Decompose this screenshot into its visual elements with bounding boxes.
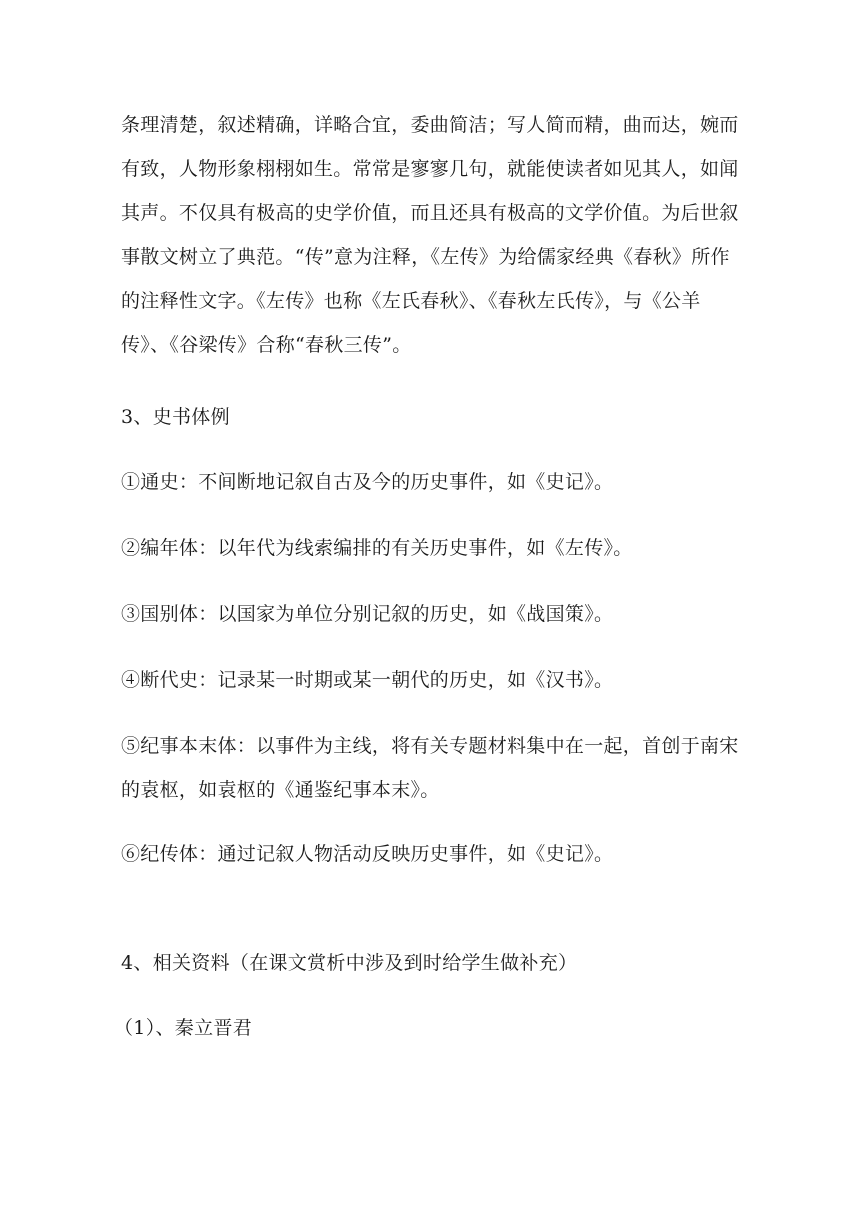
section-4-heading: 4、相关资料（在课文赏析中涉及到时给学生做补充） xyxy=(121,952,578,974)
list-item-duandaishi: ④断代史：记录某一时期或某一朝代的历史，如《汉书》。 xyxy=(121,669,614,691)
subsection-1-heading: （1）、秦立晋君 xyxy=(114,1017,252,1039)
list-item-jizhuanti: ⑥纪传体：通过记叙人物活动反映历史事件，如《史记》。 xyxy=(121,843,614,865)
section-3-heading: 3、史书体例 xyxy=(121,406,230,428)
intro-paragraph: 条理清楚，叙述精确，详略合宜，委曲简洁；写人简而精，曲而达，婉而有致，人物形象栩栩如生。常常是寥寥几句，就能使读者如见其人，如闻其声。不仅具有极高的史学价值，而且还具有极高的文学价值。为后世叙事散文树立了典范。“传”意为注释，《左传》为给儒家经典《春秋》所作的注释性文字。《左传》也称《左氏春秋》、《春秋左氏传》，与《公羊传》、《谷梁传》合称“春秋三传”。 xyxy=(121,114,739,356)
list-item-guobieti: ③国别体：以国家为单位分别记叙的历史，如《战国策》。 xyxy=(121,603,614,625)
list-item-biannianti: ②编年体：以年代为线索编排的有关历史事件，如《左传》。 xyxy=(121,537,633,559)
list-item-jishibenmoti: ⑤纪事本末体：以事件为主线，将有关专题材料集中在一起，首创于南宋的袁枢，如袁枢的《通鉴纪事本末》。 xyxy=(121,735,739,801)
list-item-tongshi: ①通史：不间断地记叙自古及今的历史事件，如《史记》。 xyxy=(121,471,614,493)
